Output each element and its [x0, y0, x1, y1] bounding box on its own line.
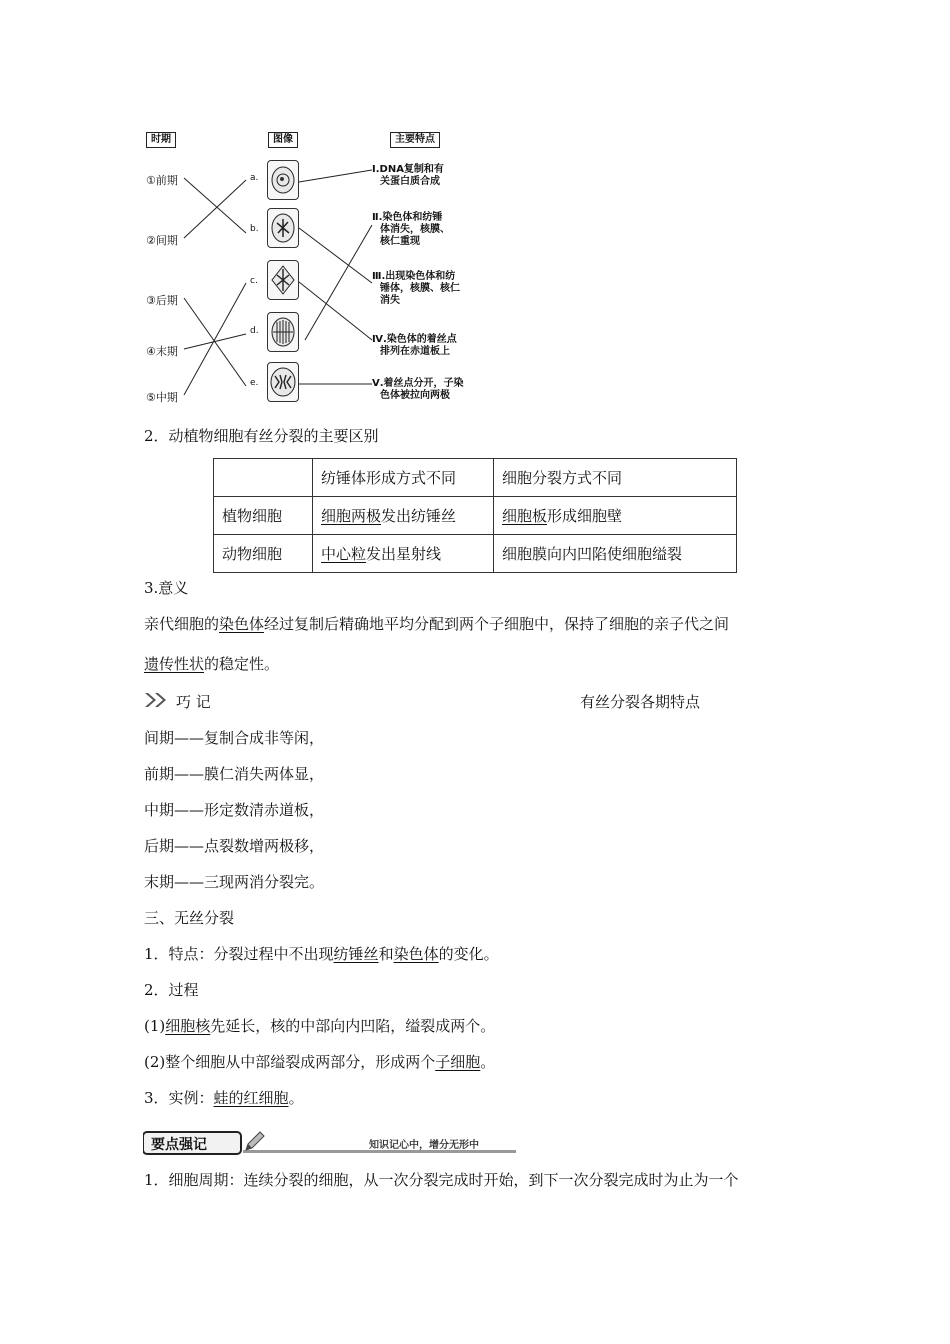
plant-spindle-cell: 细胞两极发出纺锤丝: [313, 497, 494, 535]
feature-5: Ⅴ.着丝点分开，子染 色体被拉向两极: [372, 378, 464, 401]
header-features: 主要特点: [390, 132, 440, 148]
keypoint-cell-cycle: 1．细胞周期：连续分裂的细胞，从一次分裂完成时开始，到下一次分裂完成时为止为一个: [144, 1171, 739, 1189]
section3-title: 3.意义: [144, 579, 189, 597]
period-interphase: ②间期: [146, 234, 178, 247]
significance-line-1: 亲代细胞的染色体经过复制后精确地平均分配到两个子细胞中，保持了细胞的亲子代之间: [144, 615, 730, 633]
pencil-icon: [243, 1130, 267, 1158]
row-label-plant: 植物细胞: [214, 497, 313, 535]
amitosis-process-title: 2．过程: [144, 981, 199, 999]
mnemonic-line-prophase: 前期——膜仁消失两体显，: [144, 765, 325, 783]
table-header-row: [214, 459, 737, 497]
amitosis-process-2: (2)整个细胞从中部缢裂成两部分，形成两个子细胞。: [144, 1053, 496, 1071]
connector-lines: [0, 0, 950, 420]
header-image: 图像: [268, 132, 298, 148]
period-prophase: ①前期: [146, 174, 178, 187]
mnemonic-line-anaphase: 后期——点裂数增两极移，: [144, 837, 325, 855]
table-row: [214, 497, 737, 535]
feature-3: Ⅲ.出现染色体和纺 锤体，核膜、核仁 消失: [372, 271, 460, 306]
period-telophase: ④末期: [146, 345, 178, 358]
feature-4: Ⅳ.染色体的着丝点 排列在赤道板上: [372, 334, 457, 357]
banner-slogan: 知识记心中，增分无形中: [369, 1140, 479, 1151]
period-metaphase: ⑤中期: [146, 391, 178, 404]
image-label-a: a.: [250, 173, 259, 183]
image-label-e: e.: [250, 378, 259, 388]
animal-division-cell: 细胞膜向内凹陷使细胞缢裂: [494, 535, 737, 573]
amitosis-title: 三、无丝分裂: [144, 909, 235, 927]
mnemonic-label: 巧 记: [176, 693, 211, 711]
section2-title: 2．动植物细胞有丝分裂的主要区别: [144, 427, 379, 445]
table-row: [214, 535, 737, 573]
comparison-table: [213, 458, 737, 573]
table-header-spindle: 纺锤体形成方式不同: [313, 459, 494, 497]
banner-label: 要点强记: [151, 1137, 207, 1153]
image-label-b: b.: [250, 224, 259, 234]
amitosis-example: 3．实例：蛙的红细胞。: [144, 1089, 304, 1107]
mnemonic-line-interphase: 间期——复制合成非等闲，: [144, 729, 325, 747]
significance-line-2: 遗传性状的稳定性。: [144, 655, 280, 673]
image-label-c: c.: [250, 276, 258, 286]
mnemonic-line-metaphase: 中期——形定数清赤道板，: [144, 801, 325, 819]
feature-2: Ⅱ.染色体和纺锤 体消失，核膜、 核仁重现: [372, 212, 450, 247]
animal-spindle-cell: 中心粒发出星射线: [313, 535, 494, 573]
image-label-d: d.: [250, 326, 259, 336]
key-points-banner: [143, 1130, 516, 1156]
mnemonic-line-telophase: 末期——三现两消分裂完。: [144, 873, 325, 891]
mnemonic-title: 有丝分裂各期特点: [580, 693, 701, 711]
amitosis-process-1: (1)细胞核先延长，核的中部向内凹陷，缢裂成两个。: [144, 1017, 496, 1035]
feature-1: Ⅰ.DNA复制和有 关蛋白质合成: [372, 164, 444, 187]
header-period: 时期: [146, 132, 176, 148]
amitosis-feature: 1．特点：分裂过程中不出现纺锤丝和染色体的变化。: [144, 945, 499, 963]
table-header-division: 细胞分裂方式不同: [494, 459, 737, 497]
row-label-animal: 动物细胞: [214, 535, 313, 573]
plant-division-cell: 细胞板形成细胞壁: [494, 497, 737, 535]
period-anaphase: ③后期: [146, 294, 178, 307]
table-header-empty: [214, 459, 313, 497]
double-chevron-icon: [144, 692, 168, 712]
